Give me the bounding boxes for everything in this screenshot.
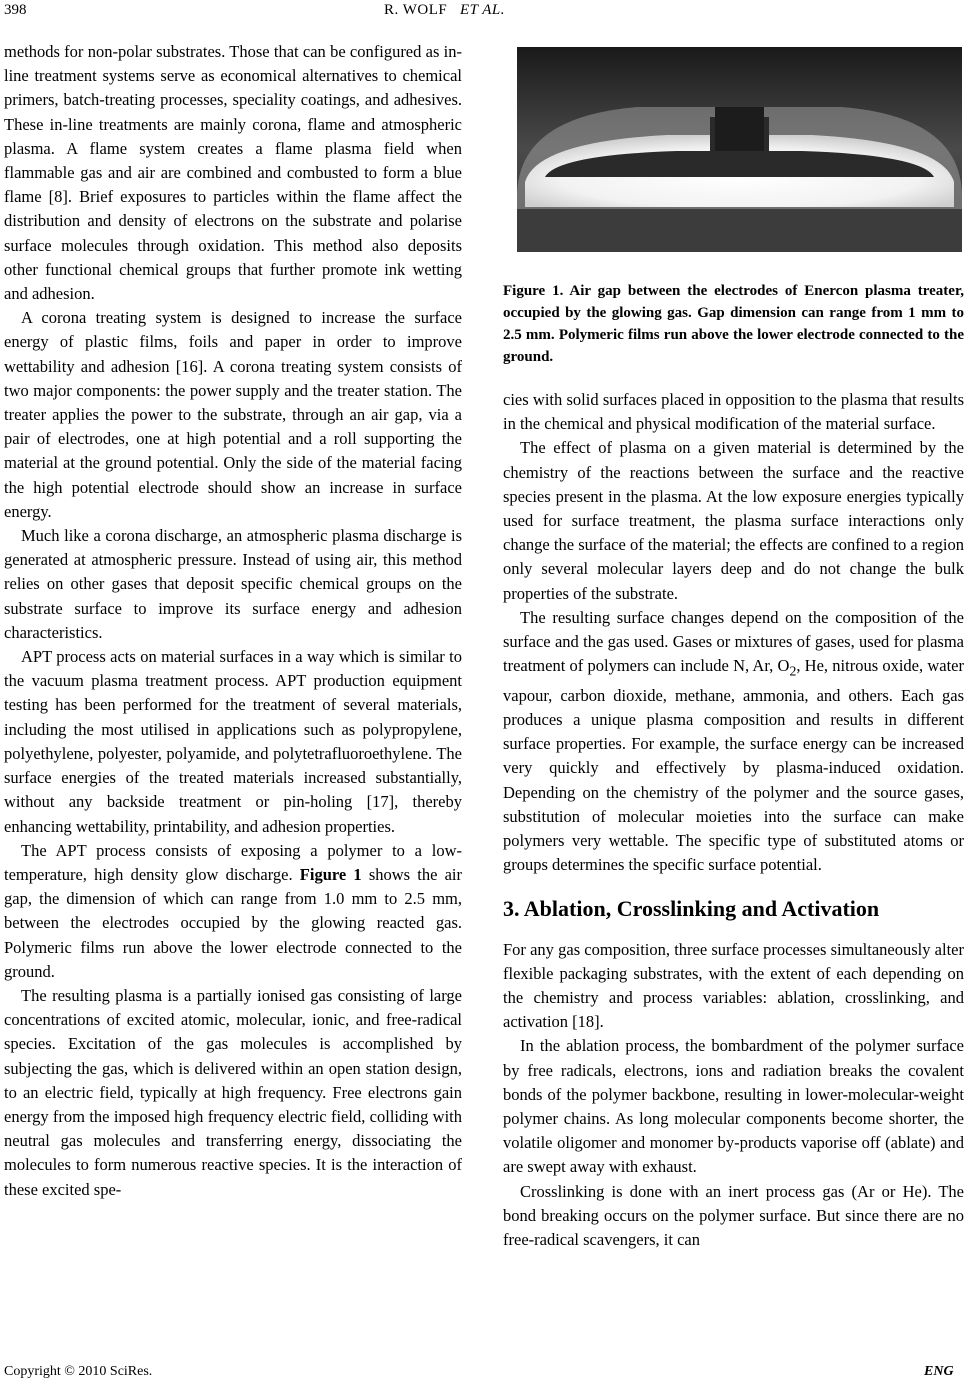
figure-caption: Figure 1. Air gap between the electrodes of Enercon plasma treater, occupied by the glowing gas. Gap dimension can range from 1 mm to 2.5 mm. Polymeric films run above the lower electrode connected to the ground. [503,283,964,365]
page-number: 398 [4,2,27,18]
lower-electrode [517,209,962,252]
left-column [4,40,462,1202]
plasma-gap-photo [517,47,962,252]
paragraph [4,839,462,984]
paragraph: Crosslinking is done with an inert process gas (Ar or He). The bond breaking occurs on the polymer surface. But since there are no free-radical scavengers, it can [503,1181,964,1249]
page-header [0,2,967,22]
journal-abbrev: ENG [924,1364,954,1379]
paragraph: APT process acts on material surfaces in a way which is similar to the vacuum plasma treatment process. APT production equipment testing has been performed for the treatment of several materials, including the most utilised in applications such as polypropylene, polyethylene, polyester, polyamide, and polytetrafluoroethylene. The surface energies of the treated materials increased substantially, without any backside treatment or pin-holing [17], thereby enhancing wettability, printability, and adhesion properties. [4,647,462,836]
copyright-notice: Copyright © 2010 SciRes. [4,1364,153,1379]
paragraph: cies with solid surfaces placed in opposition to the plasma that results in the chemical and physical modification of the material surface. [503,390,964,434]
paragraph [503,606,964,878]
subscript: 2 [789,663,797,679]
figure-image-electrode-gap [517,47,962,252]
running-head-authors: R. WOLF [384,2,448,18]
section-heading: 3. Ablation, Crosslinking and Activation [503,896,880,922]
right-column [503,40,964,1252]
paragraph: Much like a corona discharge, an atmospheric plasma discharge is generated at atmospheric pressure. Instead of using air, this method relies on other gases that deposit specific chemical groups on the substrate surface to improve its surface energy and adhesion characteristics. [4,526,462,642]
paragraph: For any gas composition, three surface processes simultaneously alter flexible packaging substrates, with the extent of each depending on the chemistry and process variables: ablation, crosslinking, and activation [18]. [503,939,964,1032]
running-head [384,2,505,19]
running-head-etal: ET AL. [459,2,505,18]
paragraph: In the ablation process, the bombardment of the polymer surface by free radicals, electrons, ions and radiation breaks the covalent bonds of the polymer backbone, resulting in lower-molecular-weight polymer chains. As long molecular components become shorter, the volatile oligomer and monomer by-products vaporise off (ablate) and are swept away with exhaust. [503,1036,964,1177]
paragraph: The effect of plasma on a given material is determined by the chemistry of the reactions between the surface and the reactive species present in the plasma. At the low exposure energies typically used for surface treatment, the plasma surface interactions only change the surface of the material; the effects are confined to a region only several molecular layers deep and do not change the bulk properties of the substrate. [503,438,964,603]
paragraph: A corona treating system is designed to increase the surface energy of plastic films, foils and paper in order to improve wettability and adhesion [16]. A corona treating system consists of two major components: the power supply and the treater station. The treater applies the power to the substrate, through an air gap, via a pair of electrodes, one at high potential and a roll supporting the material at the ground potential. Only the side of the material facing the high potential electrode should show an increase in surface energy. [4,308,462,521]
paragraph-text: shows the air gap, the dimension of which can range from 1.0 mm to 2.5 mm, between the electrodes occupied by the glowing reacted gas. Polymeric films run above the lower electrode connected to the ground. [4,864,462,981]
paragraph: The resulting plasma is a partially ionised gas consisting of large concentrations of excited atomic, molecular, ionic, and free-radical species. Excitation of the gas molecules is accomplished by subjecting the gas, which is delivered within an open station design, to an electric field, typically at high frequency. Free electrons gain energy from the imposed high frequency electric field, colliding with neutral gas molecules and transferring energy, dissociating the molecules to form numerous reactive species. It is the interaction of these excited spe- [4,985,462,1199]
paragraph-text: The APT process consists of exposing a polymer to a low-temperature, high density glow discharge. [4,840,462,884]
figure-reference[interactable]: Figure 1 [299,864,362,884]
paragraph: methods for non-polar substrates. Those that can be configured as in-line treatment systems serve as economical alternatives to chemical primers, batch-treating processes, speciality coatings, and adhesives. These in-line treatments are mainly corona, flame and atmospheric plasma. A flame system creates a flame plasma field when flammable gas and air are combined and combusted to form a blue flame [8]. Brief exposures to particles within the flame affect the distribution and density of electrons on the substrate and polarise surface molecules through oxidation. This method also deposits other functional chemical groups that further promote ink wetting and adhesion. [4,42,462,304]
paragraph-text: , He, nitrous oxide, water vapour, carbon dioxide, methane, ammonia, and others. Each gas produces a unique plasma composition and results in different surface properties. For example, the surface energy can be increased very quickly and effectively by plasma-induced oxidation. Depending on the chemistry of the polymer and the source gases, substitution of molecular moieties into the surface can make polymers very wettable. The specific type of substituted atoms or groups determines the specific surface potential. [503,656,964,875]
electrode-slot [715,107,764,151]
paragraph-text: The resulting surface changes depend on the composition of the surface and the gas used. Gases or mixtures of gases, used for plasma treatment of polymers can include N, Ar, O [503,607,964,676]
